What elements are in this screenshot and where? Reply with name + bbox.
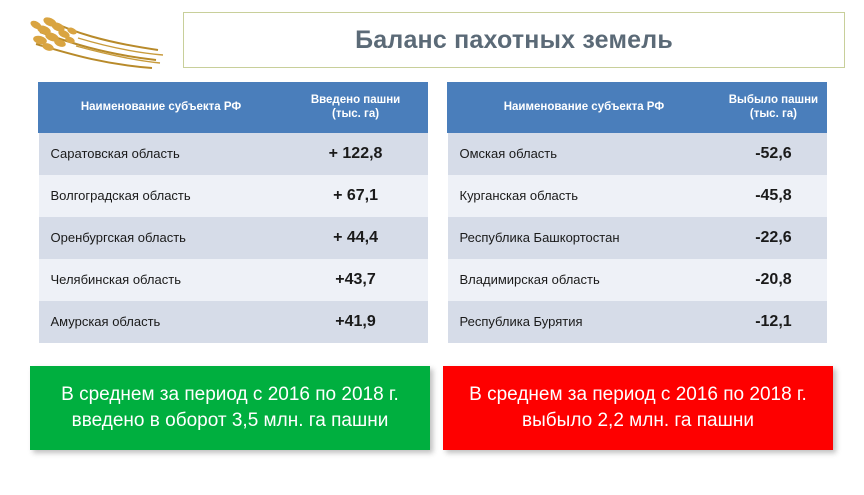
column-header-retired-line1: Выбыло пашни (728, 94, 819, 106)
wheat-ears-icon (18, 10, 178, 80)
region-name: Саратовская область (39, 132, 284, 175)
region-name: Амурская область (39, 301, 284, 343)
column-header-subject: Наименование субъекта РФ (448, 83, 721, 133)
table-header-row (39, 83, 428, 133)
table-row (448, 175, 827, 217)
region-name: Владимирская область (448, 259, 721, 301)
region-value: + 44,4 (284, 217, 428, 259)
region-value: -22,6 (720, 217, 826, 259)
table-row (448, 301, 827, 343)
table-row (39, 301, 428, 343)
callout-retired-line2: выбыло 2,2 млн. га пашни (522, 410, 754, 431)
table-row (448, 217, 827, 259)
table-row (39, 259, 428, 301)
region-value: -12,1 (720, 301, 826, 343)
callout-retired (443, 366, 833, 450)
region-value: -45,8 (720, 175, 826, 217)
region-value: -52,6 (720, 132, 826, 175)
callout-introduced (30, 366, 430, 450)
table-row (39, 175, 428, 217)
callout-introduced-line2: введено в оборот 3,5 млн. га пашни (71, 410, 389, 431)
region-name: Омская область (448, 132, 721, 175)
table-row (448, 132, 827, 175)
page-title-text: Баланс пахотных земель (355, 25, 673, 54)
region-name: Республика Бурятия (448, 301, 721, 343)
table-row (39, 217, 428, 259)
region-value: + 67,1 (284, 175, 428, 217)
page-title (183, 12, 845, 68)
region-value: -20,8 (720, 259, 826, 301)
table-retired (447, 82, 827, 343)
column-header-retired (720, 83, 826, 133)
table-introduced (38, 82, 428, 343)
table-row (39, 132, 428, 175)
column-header-retired-line2: (тыс. га) (749, 108, 797, 121)
region-name: Челябинская область (39, 259, 284, 301)
callout-retired-line1: В среднем за период с 2016 по 2018 г. (469, 384, 807, 406)
table-header-row (448, 83, 827, 133)
column-header-subject: Наименование субъекта РФ (39, 83, 284, 133)
column-header-introduced-line2: (тыс. га) (331, 108, 380, 121)
column-header-introduced (284, 83, 428, 133)
region-value: +43,7 (284, 259, 428, 301)
region-name: Курганская область (448, 175, 721, 217)
callout-introduced-line1: В среднем за период с 2016 по 2018 г. (61, 384, 399, 406)
region-value: +41,9 (284, 301, 428, 343)
table-row (448, 259, 827, 301)
region-name: Оренбургская область (39, 217, 284, 259)
region-name: Волгоградская область (39, 175, 284, 217)
region-value: + 122,8 (284, 132, 428, 175)
region-name: Республика Башкортостан (448, 217, 721, 259)
column-header-introduced-line1: Введено пашни (310, 94, 401, 106)
